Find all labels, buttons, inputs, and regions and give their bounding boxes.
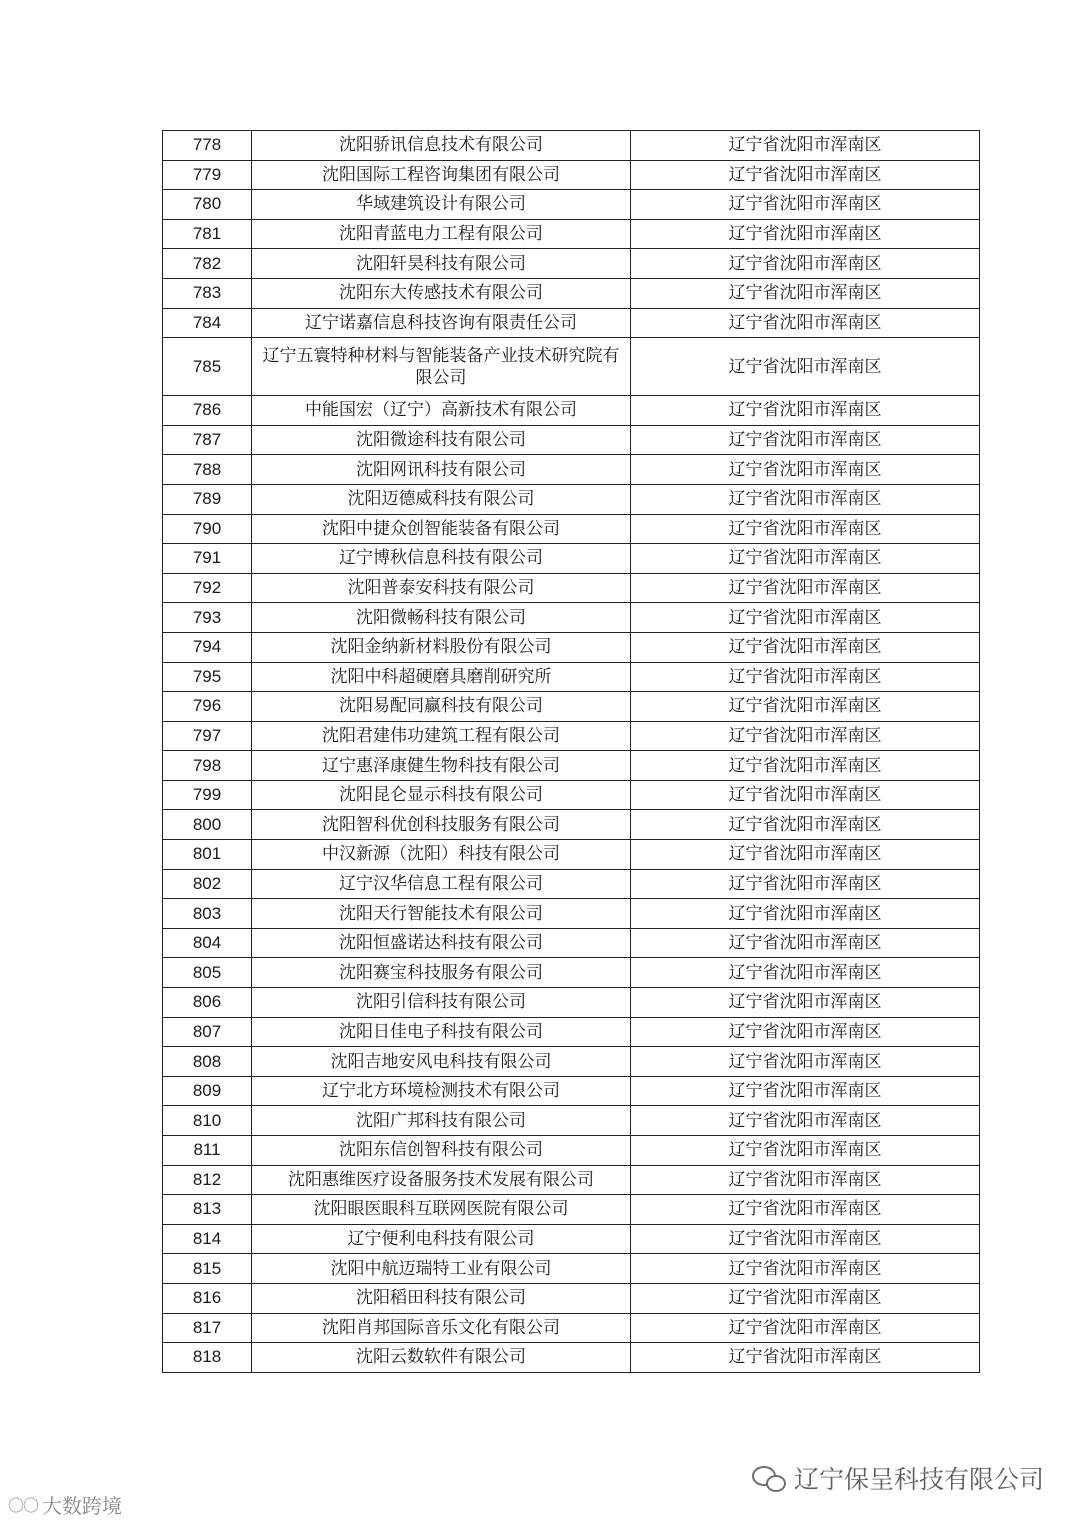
- company-region: 辽宁省沈阳市浑南区: [631, 573, 980, 603]
- company-region: 辽宁省沈阳市浑南区: [631, 544, 980, 574]
- company-region: 辽宁省沈阳市浑南区: [631, 1254, 980, 1284]
- company-name: 辽宁博秋信息科技有限公司: [252, 544, 631, 574]
- company-region: 辽宁省沈阳市浑南区: [631, 514, 980, 544]
- wechat-icon: [752, 1464, 786, 1492]
- row-number: 784: [163, 308, 252, 338]
- row-number: 810: [163, 1106, 252, 1136]
- company-name: 辽宁五寰特种材料与智能装备产业技术研究院有限公司: [252, 338, 631, 396]
- company-list-sheet: [162, 130, 976, 1373]
- table-row: [163, 1165, 980, 1195]
- row-number: 795: [163, 662, 252, 692]
- company-region: 辽宁省沈阳市浑南区: [631, 160, 980, 190]
- company-name: 沈阳日佳电子科技有限公司: [252, 1017, 631, 1047]
- company-region: 辽宁省沈阳市浑南区: [631, 1136, 980, 1166]
- row-number: 793: [163, 603, 252, 633]
- company-region: 辽宁省沈阳市浑南区: [631, 632, 980, 662]
- table-row: [163, 1106, 980, 1136]
- row-number: 817: [163, 1313, 252, 1343]
- row-number: 806: [163, 988, 252, 1018]
- company-name: 沈阳迈德威科技有限公司: [252, 484, 631, 514]
- table-row: [163, 840, 980, 870]
- row-number: 818: [163, 1343, 252, 1373]
- company-name: 中能国宏（辽宁）高新技术有限公司: [252, 396, 631, 426]
- company-name: 沈阳引信科技有限公司: [252, 988, 631, 1018]
- row-number: 780: [163, 190, 252, 220]
- company-table-body: [163, 131, 980, 1373]
- table-row: [163, 338, 980, 396]
- table-row: [163, 1283, 980, 1313]
- table-row: [163, 425, 980, 455]
- company-region: 辽宁省沈阳市浑南区: [631, 1313, 980, 1343]
- company-name: 沈阳惠维医疗设备服务技术发展有限公司: [252, 1165, 631, 1195]
- company-region: 辽宁省沈阳市浑南区: [631, 338, 980, 396]
- company-region: 辽宁省沈阳市浑南区: [631, 396, 980, 426]
- table-row: [163, 484, 980, 514]
- row-number: 794: [163, 632, 252, 662]
- company-region: 辽宁省沈阳市浑南区: [631, 1343, 980, 1373]
- row-number: 807: [163, 1017, 252, 1047]
- row-number: 801: [163, 840, 252, 870]
- company-region: 辽宁省沈阳市浑南区: [631, 131, 980, 161]
- company-name: 沈阳国际工程咨询集团有限公司: [252, 160, 631, 190]
- company-name: 中汉新源（沈阳）科技有限公司: [252, 840, 631, 870]
- company-name: 沈阳中航迈瑞特工业有限公司: [252, 1254, 631, 1284]
- row-number: 785: [163, 338, 252, 396]
- company-region: 辽宁省沈阳市浑南区: [631, 308, 980, 338]
- company-region: 辽宁省沈阳市浑南区: [631, 249, 980, 279]
- company-region: 辽宁省沈阳市浑南区: [631, 455, 980, 485]
- table-row: [163, 928, 980, 958]
- company-name: 沈阳昆仑显示科技有限公司: [252, 780, 631, 810]
- table-row: [163, 544, 980, 574]
- row-number: 814: [163, 1224, 252, 1254]
- company-region: 辽宁省沈阳市浑南区: [631, 869, 980, 899]
- company-name: 沈阳广邦科技有限公司: [252, 1106, 631, 1136]
- table-row: [163, 249, 980, 279]
- company-region: 辽宁省沈阳市浑南区: [631, 988, 980, 1018]
- row-number: 805: [163, 958, 252, 988]
- table-row: [163, 278, 980, 308]
- row-number: 788: [163, 455, 252, 485]
- company-name: 沈阳中科超硬磨具磨削研究所: [252, 662, 631, 692]
- company-name: 辽宁北方环境检测技术有限公司: [252, 1076, 631, 1106]
- company-region: 辽宁省沈阳市浑南区: [631, 190, 980, 220]
- company-region: 辽宁省沈阳市浑南区: [631, 1076, 980, 1106]
- company-name: 沈阳中捷众创智能装备有限公司: [252, 514, 631, 544]
- row-number: 803: [163, 899, 252, 929]
- row-number: 791: [163, 544, 252, 574]
- company-region: 辽宁省沈阳市浑南区: [631, 1047, 980, 1077]
- row-number: 797: [163, 721, 252, 751]
- table-row: [163, 988, 980, 1018]
- table-row: [163, 1076, 980, 1106]
- table-row: [163, 131, 980, 161]
- company-name: 沈阳微途科技有限公司: [252, 425, 631, 455]
- company-name: 沈阳骄讯信息技术有限公司: [252, 131, 631, 161]
- source-watermark: [8, 1490, 122, 1519]
- company-name: 辽宁便利电科技有限公司: [252, 1224, 631, 1254]
- company-region: 辽宁省沈阳市浑南区: [631, 603, 980, 633]
- company-region: 辽宁省沈阳市浑南区: [631, 958, 980, 988]
- company-region: 辽宁省沈阳市浑南区: [631, 1165, 980, 1195]
- company-region: 辽宁省沈阳市浑南区: [631, 425, 980, 455]
- row-number: 779: [163, 160, 252, 190]
- company-name: 沈阳眼医眼科互联网医院有限公司: [252, 1195, 631, 1225]
- row-number: 782: [163, 249, 252, 279]
- company-name: 沈阳肖邦国际音乐文化有限公司: [252, 1313, 631, 1343]
- row-number: 792: [163, 573, 252, 603]
- company-region: 辽宁省沈阳市浑南区: [631, 1106, 980, 1136]
- company-region: 辽宁省沈阳市浑南区: [631, 1017, 980, 1047]
- company-name: 辽宁诺嘉信息科技咨询有限责任公司: [252, 308, 631, 338]
- table-row: [163, 1254, 980, 1284]
- source-mark-text: 大数跨境: [42, 1494, 123, 1518]
- company-name: 沈阳赛宝科技服务有限公司: [252, 958, 631, 988]
- company-region: 辽宁省沈阳市浑南区: [631, 751, 980, 781]
- table-row: [163, 692, 980, 722]
- table-row: [163, 190, 980, 220]
- source-logo-icon: 〇〇: [8, 1496, 39, 1515]
- company-name: 沈阳天行智能技术有限公司: [252, 899, 631, 929]
- table-row: [163, 1343, 980, 1373]
- row-number: 798: [163, 751, 252, 781]
- row-number: 800: [163, 810, 252, 840]
- table-row: [163, 603, 980, 633]
- table-row: [163, 308, 980, 338]
- watermark-company: 辽宁保呈科技有限公司: [793, 1465, 1044, 1494]
- company-region: 辽宁省沈阳市浑南区: [631, 692, 980, 722]
- company-name: 辽宁汉华信息工程有限公司: [252, 869, 631, 899]
- row-number: 796: [163, 692, 252, 722]
- company-name: 华域建筑设计有限公司: [252, 190, 631, 220]
- company-region: 辽宁省沈阳市浑南区: [631, 1224, 980, 1254]
- row-number: 787: [163, 425, 252, 455]
- row-number: 790: [163, 514, 252, 544]
- company-name: 沈阳轩昊科技有限公司: [252, 249, 631, 279]
- table-row: [163, 219, 980, 249]
- company-region: 辽宁省沈阳市浑南区: [631, 278, 980, 308]
- row-number: 789: [163, 484, 252, 514]
- row-number: 816: [163, 1283, 252, 1313]
- company-name: 沈阳金纳新材料股份有限公司: [252, 632, 631, 662]
- company-region: 辽宁省沈阳市浑南区: [631, 899, 980, 929]
- row-number: 804: [163, 928, 252, 958]
- table-row: [163, 1136, 980, 1166]
- table-row: [163, 514, 980, 544]
- company-table: [162, 130, 980, 1373]
- table-row: [163, 160, 980, 190]
- row-number: 778: [163, 131, 252, 161]
- company-name: 沈阳微畅科技有限公司: [252, 603, 631, 633]
- company-region: 辽宁省沈阳市浑南区: [631, 721, 980, 751]
- table-row: [163, 1224, 980, 1254]
- row-number: 781: [163, 219, 252, 249]
- wechat-watermark: [752, 1458, 1044, 1498]
- row-number: 799: [163, 780, 252, 810]
- company-name: 沈阳云数软件有限公司: [252, 1343, 631, 1373]
- company-name: 沈阳智科优创科技服务有限公司: [252, 810, 631, 840]
- company-name: 沈阳东信创智科技有限公司: [252, 1136, 631, 1166]
- company-name: 沈阳易配同赢科技有限公司: [252, 692, 631, 722]
- table-row: [163, 899, 980, 929]
- table-row: [163, 869, 980, 899]
- table-row: [163, 455, 980, 485]
- company-name: 沈阳普泰安科技有限公司: [252, 573, 631, 603]
- table-row: [163, 1047, 980, 1077]
- table-row: [163, 958, 980, 988]
- row-number: 812: [163, 1165, 252, 1195]
- company-name: 沈阳青蓝电力工程有限公司: [252, 219, 631, 249]
- row-number: 811: [163, 1136, 252, 1166]
- table-row: [163, 662, 980, 692]
- company-name: 沈阳恒盛诺达科技有限公司: [252, 928, 631, 958]
- company-name: 辽宁惠泽康健生物科技有限公司: [252, 751, 631, 781]
- table-row: [163, 751, 980, 781]
- table-row: [163, 1313, 980, 1343]
- table-row: [163, 632, 980, 662]
- table-row: [163, 1017, 980, 1047]
- table-row: [163, 810, 980, 840]
- company-name: 沈阳吉地安风电科技有限公司: [252, 1047, 631, 1077]
- table-row: [163, 780, 980, 810]
- row-number: 808: [163, 1047, 252, 1077]
- company-region: 辽宁省沈阳市浑南区: [631, 1283, 980, 1313]
- row-number: 809: [163, 1076, 252, 1106]
- company-region: 辽宁省沈阳市浑南区: [631, 840, 980, 870]
- company-name: 沈阳君建伟功建筑工程有限公司: [252, 721, 631, 751]
- table-row: [163, 573, 980, 603]
- table-row: [163, 1195, 980, 1225]
- company-region: 辽宁省沈阳市浑南区: [631, 780, 980, 810]
- company-region: 辽宁省沈阳市浑南区: [631, 810, 980, 840]
- table-row: [163, 396, 980, 426]
- row-number: 786: [163, 396, 252, 426]
- row-number: 813: [163, 1195, 252, 1225]
- company-name: 沈阳网讯科技有限公司: [252, 455, 631, 485]
- company-name: 沈阳东大传感技术有限公司: [252, 278, 631, 308]
- company-region: 辽宁省沈阳市浑南区: [631, 1195, 980, 1225]
- row-number: 802: [163, 869, 252, 899]
- row-number: 783: [163, 278, 252, 308]
- company-region: 辽宁省沈阳市浑南区: [631, 928, 980, 958]
- company-region: 辽宁省沈阳市浑南区: [631, 484, 980, 514]
- table-row: [163, 721, 980, 751]
- company-region: 辽宁省沈阳市浑南区: [631, 662, 980, 692]
- company-name: 沈阳稻田科技有限公司: [252, 1283, 631, 1313]
- row-number: 815: [163, 1254, 252, 1284]
- company-region: 辽宁省沈阳市浑南区: [631, 219, 980, 249]
